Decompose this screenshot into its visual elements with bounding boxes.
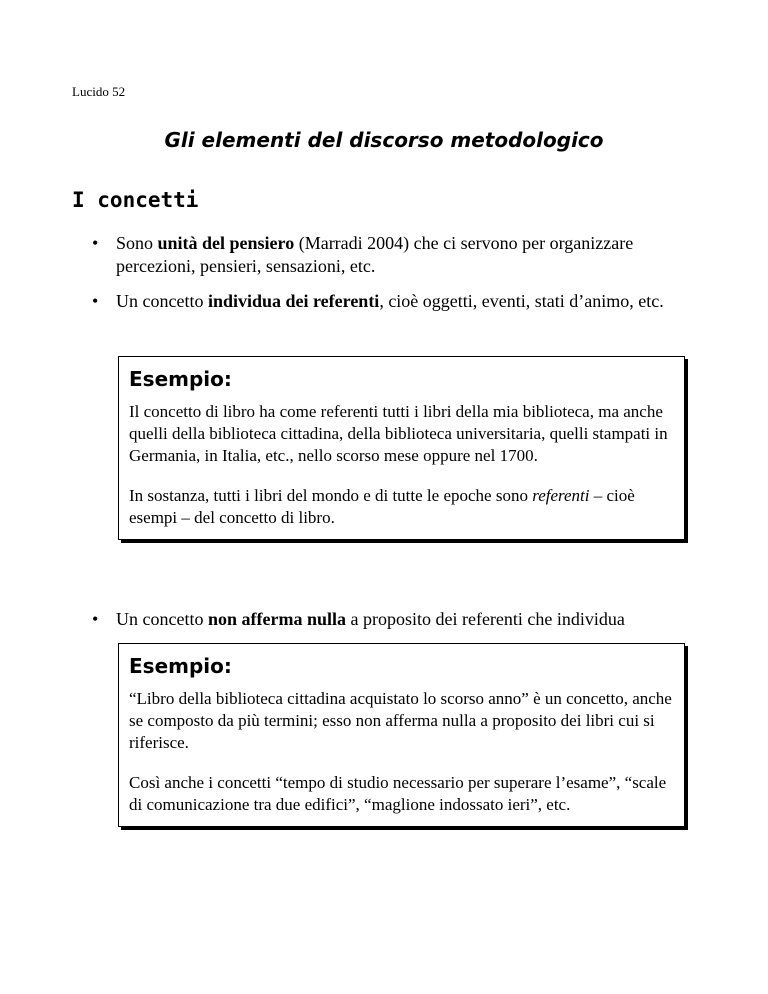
example-box — [118, 643, 685, 827]
bullet-text: Un concetto non afferma nulla a proposito dei referenti che individua — [116, 609, 625, 629]
example-paragraph: “Libro della biblioteca cittadina acquistato lo scorso anno” è un concetto, anche se composto da più termini; esso non afferma nulla a proposito dei libri cui si riferisce. — [129, 689, 672, 752]
section-heading: I concetti — [72, 188, 199, 212]
bullet-dot-icon: • — [92, 291, 99, 311]
bullet-dot-icon: • — [92, 233, 99, 253]
example-paragraph: In sostanza, tutti i libri del mondo e di tutte le epoche sono referenti – cioè esempi – del concetto di libro. — [129, 486, 635, 527]
example-paragraph: Così anche i concetti “tempo di studio necessario per superare l’esame”, “scale di comunicazione tra due edifici”, “maglione indossato ieri”, etc. — [129, 773, 667, 814]
bullet-text: Un concetto individua dei referenti, cioè oggetti, eventi, stati d’animo, etc. — [116, 291, 664, 311]
example-paragraph: Il concetto di libro ha come referenti tutti i libri della mia biblioteca, ma anche quelli della biblioteca cittadina, della biblioteca universitaria, quelli stampati in Germania, in Italia, etc., nello scorso mese oppure nel 1700. — [129, 402, 668, 465]
bullet-item — [92, 232, 712, 278]
example-heading: Esempio: — [129, 654, 232, 678]
page-title: Gli elementi del discorso metodologico — [164, 128, 604, 152]
bullet-item — [92, 290, 712, 313]
bullet-item — [92, 608, 712, 631]
page-label: Lucido 52 — [72, 84, 126, 99]
example-heading: Esempio: — [129, 367, 232, 391]
example-box — [118, 356, 685, 540]
bullet-text: Sono unità del pensiero (Marradi 2004) che ci servono per organizzare percezioni, pensieri, sensazioni, etc. — [116, 233, 634, 276]
bullet-dot-icon: • — [92, 609, 99, 629]
